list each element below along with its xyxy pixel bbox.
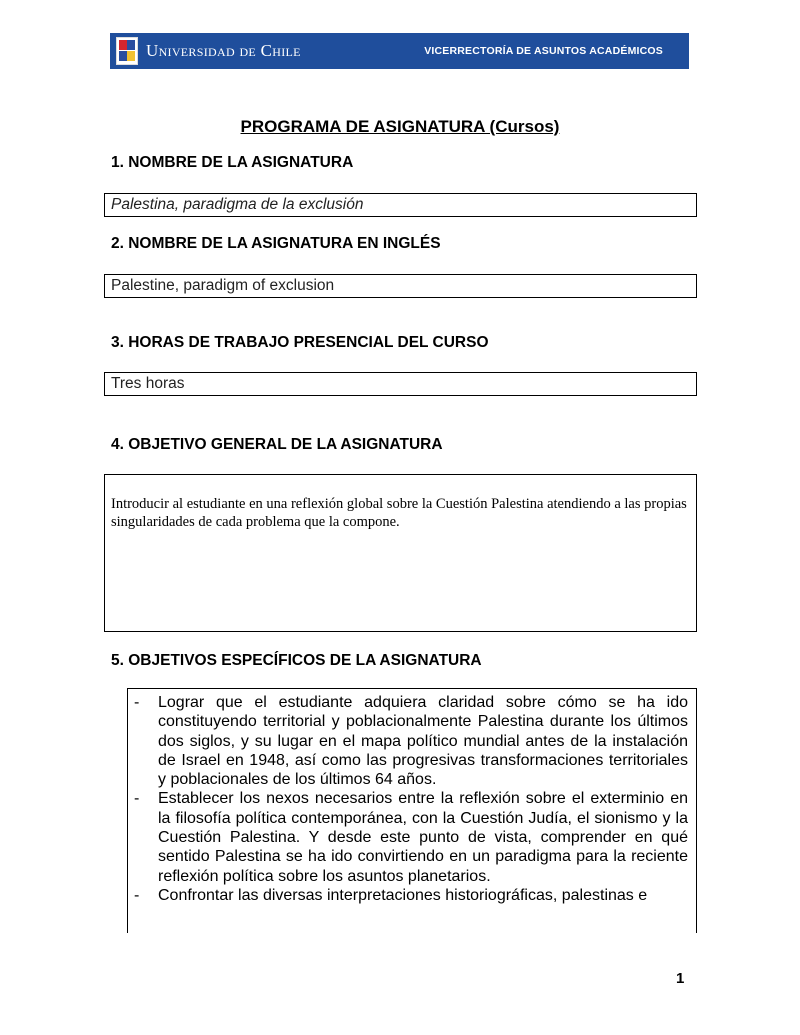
hours-box: Tres horas bbox=[104, 372, 697, 396]
section-4-heading: 4. OBJETIVO GENERAL DE LA ASIGNATURA bbox=[111, 436, 443, 453]
course-name-box: Palestina, paradigma de la exclusión bbox=[104, 193, 697, 217]
page-title: PROGRAMA DE ASIGNATURA (Cursos) bbox=[240, 117, 560, 136]
general-objective-box: Introducir al estudiante en una reflexión global sobre la Cuestión Palestina atendiendo a las propias singularidades de cada problema que la compone. bbox=[104, 474, 697, 632]
section-3-heading: 3. HORAS DE TRABAJO PRESENCIAL DEL CURSO bbox=[111, 334, 489, 351]
header-banner bbox=[110, 33, 689, 69]
page-number: 1 bbox=[676, 970, 685, 987]
list-item: - Confrontar las diversas interpretaciones historiográficas, palestinas e bbox=[134, 886, 648, 904]
section-2-heading: 2. NOMBRE DE LA ASIGNATURA EN INGLÉS bbox=[111, 235, 441, 252]
list-item: - Establecer los nexos necesarios entre la reflexión sobre el exterminio en la filosofía política contemporánea, con la Cuestión Judía, el sionismo y la Cuestión Palestina. Y desde este punto de vista, comprender en qué sentido Palestina se ha ido convirtiendo en un paradigma para la reciente reflexión política sobre los asuntos planetarios. bbox=[134, 790, 688, 885]
specific-objectives-box bbox=[127, 688, 697, 933]
university-name: Universidad de Chile bbox=[146, 41, 301, 60]
section-1-heading: 1. NOMBRE DE LA ASIGNATURA bbox=[111, 154, 354, 171]
specific-objectives-list bbox=[132, 693, 688, 905]
vicerrectoria-label: VICERRECTORÍA DE ASUNTOS ACADÉMICOS bbox=[424, 45, 663, 57]
university-crest-icon bbox=[116, 37, 138, 65]
section-5-heading: 5. OBJETIVOS ESPECÍFICOS DE LA ASIGNATURA bbox=[111, 652, 482, 669]
list-item: - Lograr que el estudiante adquiera claridad sobre cómo se ha ido constituyendo territorial y poblacionalmente Palestina durante los últimos dos siglos, y su lugar en el mapa político mundial antes de la instalación de Israel en 1948, así como las progresivas transformaciones territoriales y poblacionales de los últimos 64 años. bbox=[134, 694, 688, 789]
course-name-english-box: Palestine, paradigm of exclusion bbox=[104, 274, 697, 298]
